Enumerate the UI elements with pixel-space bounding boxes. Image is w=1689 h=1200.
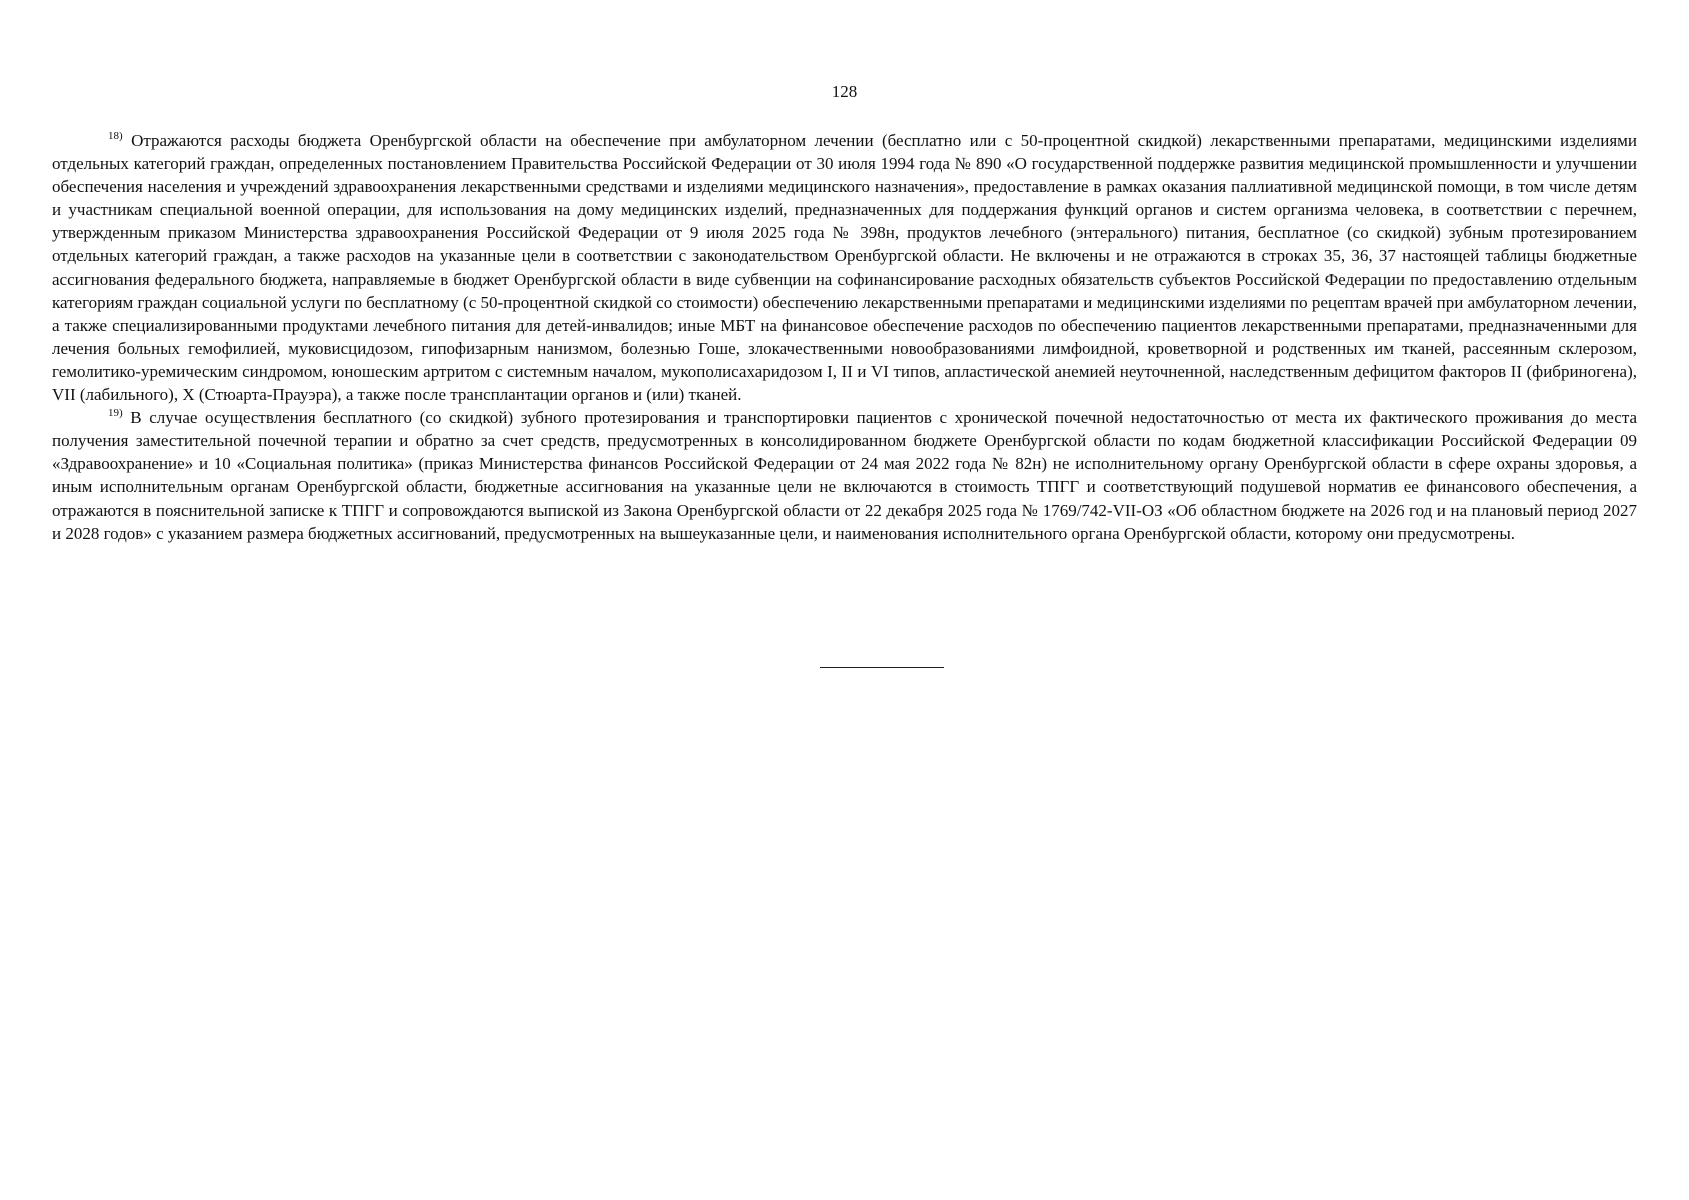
end-divider <box>820 667 944 668</box>
page-number: 128 <box>831 82 858 101</box>
footnote-19 <box>52 406 1637 545</box>
footnotes-block <box>52 129 1637 545</box>
footnote-18 <box>52 129 1637 406</box>
footnote-marker: 19) <box>108 407 123 420</box>
footnote-text: В случае осуществления бесплатного (со скидкой) зубного протезирования и транспортировки пациентов с хронической почечной недостаточностью от места их фактического проживания до места получения заместительной почечной терапии и обратно за счет средств, предусмотренных в консолидированном бюджете Оренбургской области по кодам бюджетной классификации Российской Федерации 09 «Здравоохранение» и 10 «Социальная политика» (приказ Министерства финансов Российской Федерации от 24 мая 2022 года № 82н) не исполнительному органу Оренбургской области в сфере охраны здоровья, а иным исполнительным органам Оренбургской области, бюджетные ассигнования на указанные цели не включаются в стоимость ТПГГ и соответствующий подушевой норматив ее финансового обеспечения, а отражаются в пояснительной записке к ТПГГ и сопровождаются выпиской из Закона Оренбургской области от 22 декабря 2025 года № 1769/742-VII-ОЗ «Об областном бюджете на 2026 год и на плановый период 2027 и 2028 годов» с указанием размера бюджетных ассигнований, предусмотренных на вышеуказанные цели, и наименования исполнительного органа Оренбургской области, которому они предусмотрены. <box>52 408 1637 543</box>
footnote-marker: 18) <box>108 130 123 142</box>
footnote-text: Отражаются расходы бюджета Оренбургской области на обеспечение при амбулаторном лечении (бесплатно или с 50-процентной скидкой) лекарственными препаратами, медицинскими изделиями отдельных категорий граждан, определенных постановлением Правительства Российской Федерации от 30 июля 1994 года № 890 «О государственной поддержке развития медицинской промышленности и улучшении обеспечения населения и учреждений здравоохранения лекарственными средствами и изделиями медицинского назначения», предоставление в рамках оказания паллиативной медицинской помощи, в том числе детям и участникам специальной военной операции, для использования на дому медицинских изделий, предназначенных для поддержания функций органов и систем организма человека, в соответствии с перечнем, утвержденным приказом Министерства здравоохранения Российской Федерации от 9 июля 2025 года № 398н, продуктов лечебного (энтерального) питания, бесплатное (со скидкой) зубным протезированием отдельных категорий граждан, а также расходов на указанные цели в соответствии с законодательством Оренбургской области. Не включены и не отражаются в строках 35, 36, 37 настоящей таблицы бюджетные ассигнования федерального бюджета, направляемые в бюджет Оренбургской области в виде субвенции на софинансирование расходных обязательств субъектов Российской Федерации по предоставлению отдельным категориям граждан социальной услуги по бесплатному (с 50-процентной скидкой со стоимости) обеспечению лекарственными препаратами и медицинскими изделиями по рецептам врачей при амбулаторном лечении, а также специализированными продуктами лечебного питания для детей-инвалидов; иные МБТ на финансовое обеспечение расходов по обеспечению пациентов лекарственными препаратами, предназначенными для лечения больных гемофилией, муковисцидозом, гипофизарным нанизмом, болезнью Гоше, злокачественными новообразованиями лимфоидной, кроветворной и родственных им тканей, рассеянным склерозом, гемолитико-уремическим синдромом, юношеским артритом с системным началом, мукополисахаридозом I, II и VI типов, апластической анемией неуточненной, наследственным дефицитом факторов II (фибриногена), VII (лабильного), X (Стюарта-Прауэра), а также после трансплантации органов и (или) тканей. <box>52 131 1638 405</box>
